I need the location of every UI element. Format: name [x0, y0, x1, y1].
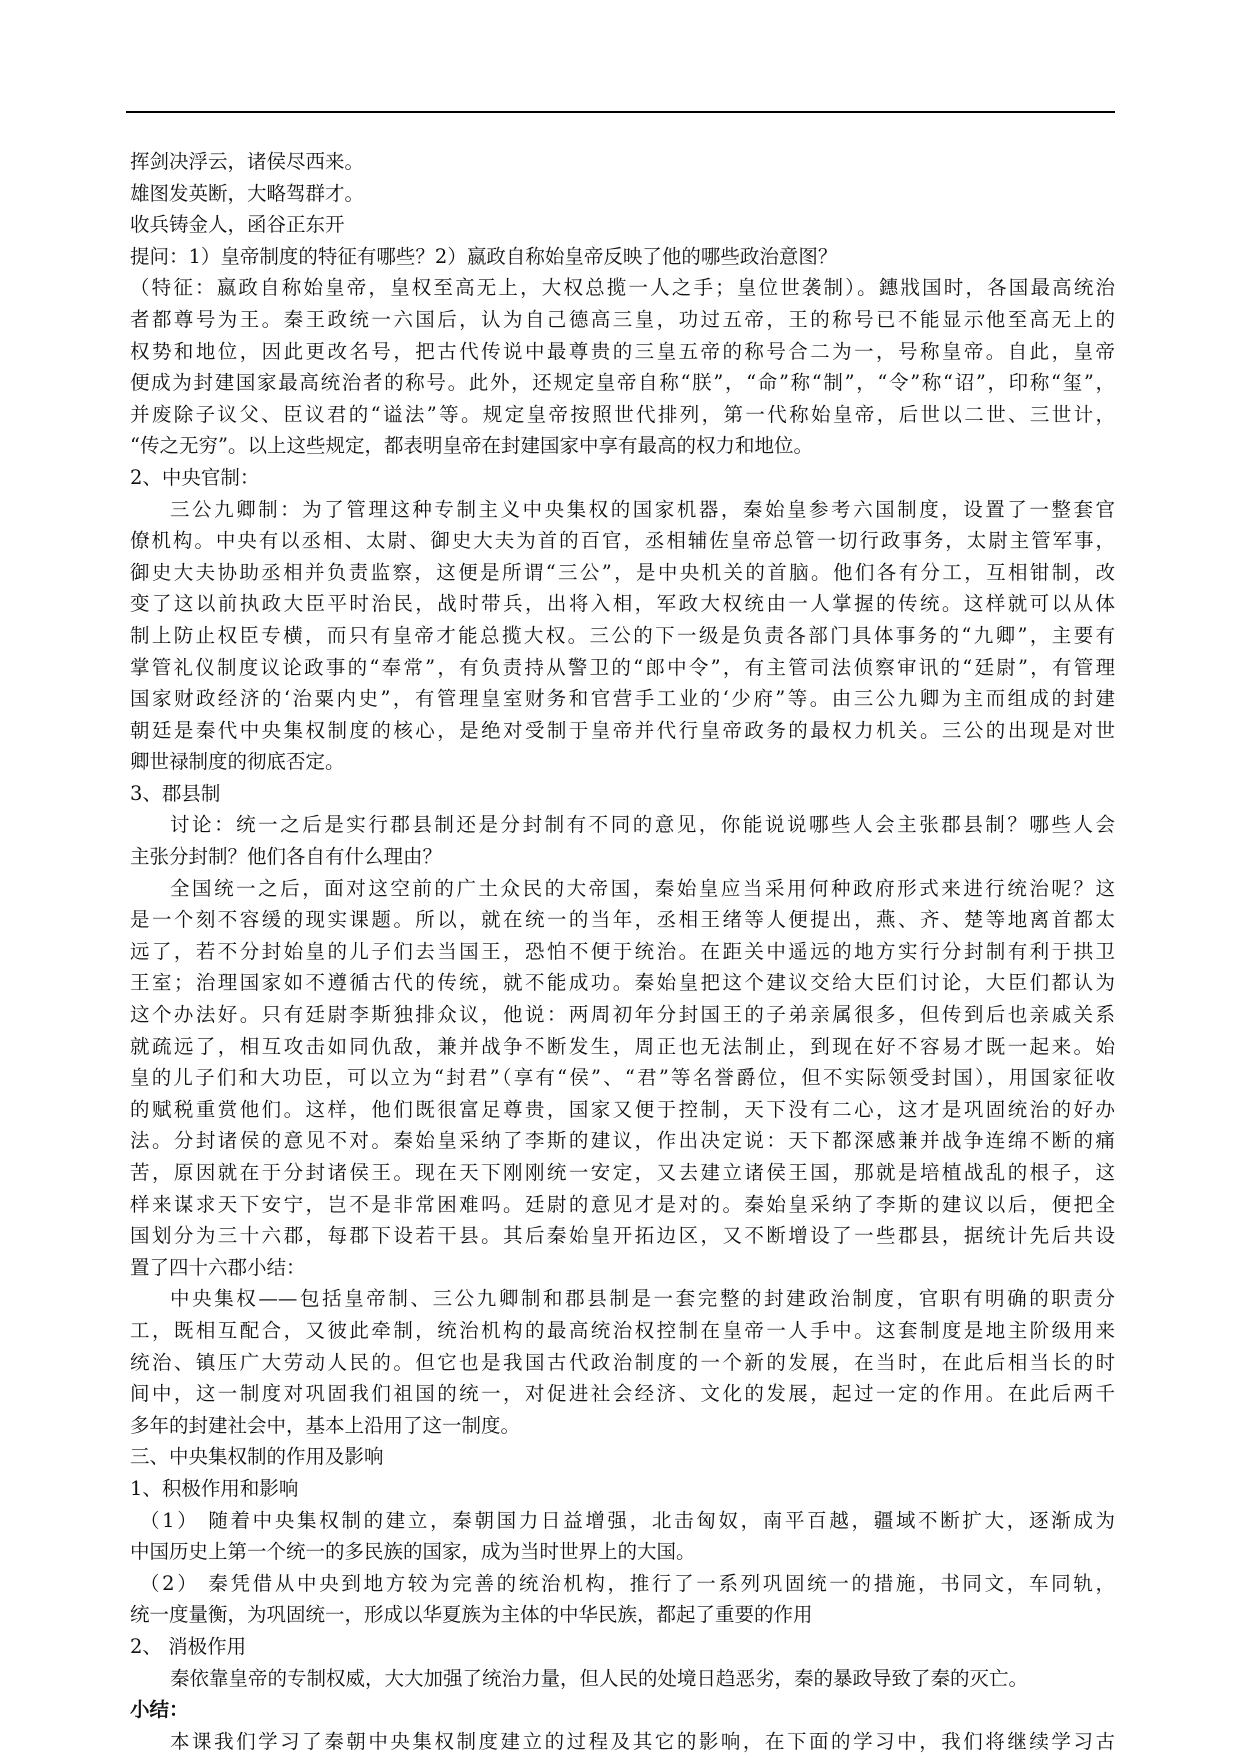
- section-heading: 1、积极作用和影响: [130, 1476, 299, 1500]
- paragraph-line: 变了这以前执政大臣平时治民，战时带兵，出将入相，军政大权统由一人掌握的传统。这样就可以从体: [130, 592, 1115, 616]
- paragraph-line: 样来谋求天下安宁，岂不是非常困难吗。廷尉的意见才是对的。秦始皇采纳了李斯的建议以后，便把全: [130, 1192, 1115, 1216]
- paragraph-line: “传之无穷”。以上这些规定，都表明皇帝在封建国家中享有最高的权力和地位。: [130, 434, 813, 458]
- paragraph-line: 是一个刻不容缓的现实课题。所以，就在统一的当年，丞相王绪等人便提出，燕、齐、楚等地离首都太: [130, 908, 1115, 932]
- paragraph-line: 统治、镇压广大劳动人民的。但它也是我国古代政治制度的一个新的发展，在当时，在此后相当长的时: [130, 1350, 1115, 1374]
- paragraph-line: 就疏远了，相互攻击如同仇敌，兼并战争不断发生，周正也无法制止，到现在好不容易才既一起来。始: [130, 1034, 1115, 1058]
- paragraph-line: 中央集权——包括皇帝制、三公九卿制和郡县制是一套完整的封建政治制度，官职有明确的职责分: [170, 1287, 1115, 1311]
- poem-line: 挥剑决浮云，诸侯尽西来。: [130, 150, 365, 173]
- paragraph-line: 苦，原因就在于分封诸侯王。现在天下刚刚统一安定，又去建立诸侯王国，那就是培植战乱的根子，这: [130, 1161, 1115, 1184]
- poem-line: 雄图发英断，大略驾群才。: [130, 181, 365, 205]
- paragraph-line: 权势和地位，因此更改名号，把古代传说中最尊贵的三皇五帝的称号合二为一，号称皇帝。自此，皇帝: [130, 339, 1115, 363]
- list-item-line: 统一度量衡，为巩固统一，形成以华夏族为主体的中华民族，都起了重要的作用: [130, 1603, 813, 1627]
- header-rule: [126, 111, 1115, 113]
- paragraph-line: 置了四十六郡小结：: [130, 1255, 306, 1279]
- paragraph-line: 本课我们学习了秦朝中央集权制度建立的过程及其它的影响，在下面的学习中，我们将继续学习古: [170, 1729, 1115, 1753]
- list-item-line: （2） 秦凭借从中央到地方较为完善的统治机构，推行了一系列巩固统一的措施，书同文，车同轨，: [140, 1571, 1115, 1595]
- paragraph-line: 全国统一之后，面对这空前的广土众民的大帝国，秦始皇应当采用何种政府形式来进行统治呢？这: [170, 876, 1115, 900]
- paragraph-line: 朝廷是秦代中央集权制度的核心，是绝对受制于皇帝并代行皇帝政务的最权力机关。三公的出现是对世: [130, 718, 1115, 742]
- paragraph-line: 三公九卿制：为了管理这种专制主义中央集权的国家机器，秦始皇参考六国制度，设置了一整套官: [170, 497, 1115, 521]
- paragraph-line: 并废除子议父、臣议君的“谥法”等。规定皇帝按照世代排列，第一代称始皇帝，后世以二世、三世计，: [130, 402, 1115, 426]
- paragraph-line: 远了，若不分封始皇的儿子们去当国王，恐怕不便于统治。在距关中遥远的地方实行分封制有利于拱卫: [130, 939, 1115, 963]
- paragraph-line: 国划分为三十六郡，每郡下设若干县。其后秦始皇开拓边区，又不断增设了一些郡县，据统计先后共设: [130, 1224, 1115, 1248]
- paragraph-line: 御史大夫协助丞相并负责监察，这便是所谓“三公”，是中央机关的首脑。他们各有分工，互相钳制，改: [130, 560, 1115, 584]
- poem-line: 收兵铸金人，函谷正东开: [130, 213, 345, 237]
- paragraph-line: （特征：嬴政自称始皇帝，皇权至高无上，大权总揽一人之手；皇位世袭制）。鏸戕国时，各国最高统治: [130, 276, 1115, 300]
- paragraph-line: 掌管礼仪制度议论政事的“奉常”，有负责持从警卫的“郎中令”，有主管司法侦察审讯的“廷尉”，有管理: [130, 655, 1115, 679]
- paragraph-line: 这个办法好。只有廷尉李斯独排众议，他说：两周初年分封国王的子弟亲属很多，但传到后也亲戚关系: [130, 1003, 1115, 1027]
- list-item-line: （1） 随着中央集权制的建立，秦朝国力日益增强，北击匈奴，南平百越，疆域不断扩大，逐渐成为: [140, 1508, 1115, 1532]
- paragraph-line: 制上防止权臣专横，而只有皇帝才能总揽大权。三公的下一级是负责各部门具体事务的“九卿”，主要有: [130, 623, 1115, 647]
- paragraph-line: 多年的封建社会中，基本上沿用了这一制度。: [130, 1413, 521, 1437]
- paragraph-line: 卿世禄制度的彻底否定。: [130, 750, 345, 774]
- paragraph-line: 讨论：统一之后是实行郡县制还是分封制有不同的意见，你能说说哪些人会主张郡县制？哪些人会: [170, 813, 1115, 837]
- paragraph-line: 国家财政经济的‘治粟内史”，有管理皇室财务和官营手工业的‘少府”等。由三公九卿为主而组成的封建: [130, 687, 1115, 711]
- document-body: [130, 146, 1115, 1757]
- section-heading: 2、中央官制：: [130, 465, 260, 489]
- paragraph-line: 僚机构。中央有以丞相、太尉、御史大夫为首的百官，丞相辅佐皇帝总管一切行政事务，太尉主管军事，: [130, 529, 1115, 553]
- paragraph-line: 皇的儿子们和大功臣，可以立为“封君”（享有“侯”、“君”等名誉爵位，但不实际领受封国），用国家征收: [130, 1066, 1115, 1090]
- paragraph-line: 法。分封诸侯的意见不对。秦始皇采纳了李斯的建议，作出决定说：天下都深感兼并战争连绵不断的痛: [130, 1129, 1115, 1153]
- section-heading: 三、中央集权制的作用及影响: [130, 1445, 384, 1469]
- paragraph-line: 秦依靠皇帝的专制权威，大大加强了统治力量，但人民的处境日趋恶劣，秦的暴政导致了秦的灭亡。: [170, 1666, 1029, 1690]
- section-heading: 2、 消极作用: [130, 1634, 247, 1658]
- summary-heading: 小结：: [130, 1698, 189, 1722]
- paragraph-line: 者都尊号为王。秦王政统一六国后，认为自己德高三皇，功过五帝，王的称号已不能显示他至高无上的: [130, 307, 1115, 331]
- question-line: 提问：1）皇帝制度的特征有哪些？2）嬴政自称始皇帝反映了他的哪些政治意图？: [130, 244, 838, 268]
- paragraph-line: 工，既相互配合，又彼此牵制，统治机构的最高统治权控制在皇帝一人手中。这套制度是地主阶级用来: [130, 1318, 1115, 1342]
- paragraph-line: 间中，这一制度对巩固我们祖国的统一，对促进社会经济、文化的发展，起过一定的作用。在此后两千: [130, 1382, 1115, 1406]
- paragraph-line: 王室；治理国家如不遵循古代的传统，就不能成功。秦始皇把这个建议交给大臣们讨论，大臣们都认为: [130, 971, 1115, 995]
- paragraph-line: 的赋税重赏他们。这样，他们既很富足尊贵，国家又便于控制，天下没有二心，这才是巩固统治的好办: [130, 1097, 1115, 1121]
- list-item-line: 中国历史上第一个统一的多民族的国家，成为当时世界上的大国。: [130, 1540, 696, 1564]
- paragraph-line: 便成为封建国家最高统治者的称号。此外，还规定皇帝自称“朕”，“命”称“制”，“令”称“诏”，印称“玺”，: [130, 371, 1115, 395]
- paragraph-line: 主张分封制？他们各自有什么理由？: [130, 845, 443, 869]
- section-heading: 3、郡县制: [130, 781, 221, 805]
